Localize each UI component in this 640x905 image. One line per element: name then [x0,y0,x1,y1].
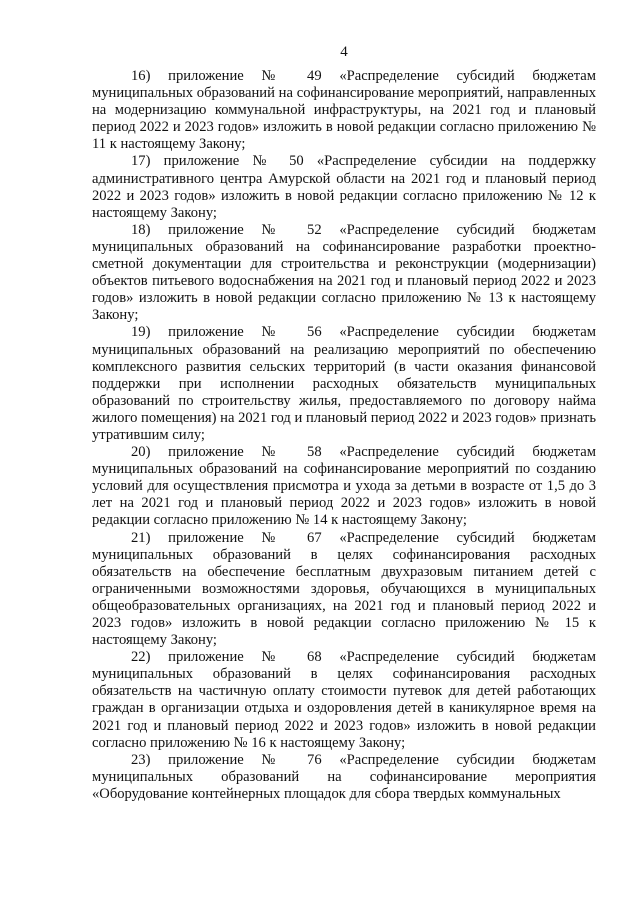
paragraph-item-16: 16) приложение № 49 «Распределение субсидий бюджетам муниципальных образований на софинансирование мероприятий, направленных на модернизацию коммунальной инфраструктуры, на 2021 год и плановый период 2022 и 2023 годов» изложить в новой редакции согласно приложению № 11 к настоящему Закону; [92,68,596,153]
paragraph-item-17: 17) приложение № 50 «Распределение субсидии на поддержку административного центра Амурской области на 2021 год и плановый период 2022 и 2023 годов» изложить в новой редакции согласно приложению № 12 к настоящему Закону; [92,153,596,221]
paragraph-item-23: 23) приложение № 76 «Распределение субсидии бюджетам муниципальных образований на софинансирование мероприятия «Оборудование контейнерных площадок для сбора твердых коммунальных [92,751,596,802]
paragraph-item-20: 20) приложение № 58 «Распределение субсидий бюджетам муниципальных образований на софинансирование мероприятий по созданию условий для осуществления присмотра и ухода за детьми в возрасте от 1,5 до 3 лет на 2021 год и плановый период 2022 и 2023 годов» изложить в новой редакции согласно приложению № 14 к настоящему Закону; [92,444,596,529]
page-number: 4 [340,44,348,60]
document-page [92,42,596,803]
paragraph-item-18: 18) приложение № 52 «Распределение субсидий бюджетам муниципальных образований на софинансирование разработки проектно-сметной документации для строительства и реконструкции (модернизации) объектов питьевого водоснабжения на 2021 год и плановый период 2022 и 2023 годов» изложить в новой редакции согласно приложению № 13 к настоящему Закону; [92,221,596,324]
paragraph-item-21: 21) приложение № 67 «Распределение субсидий бюджетам муниципальных образований в целях софинансирования расходных обязательств на обеспечение бесплатным двухразовым питанием детей с ограниченными возможностями здоровья, обучающихся в муниципальных общеобразовательных организациях, на 2021 год и плановый период 2022 и 2023 годов» изложить в новой редакции согласно приложению № 15 к настоящему Закону; [92,529,596,649]
paragraph-item-19: 19) приложение № 56 «Распределение субсидии бюджетам муниципальных образований на реализацию мероприятий по обеспечению комплексного развития сельских территорий (в части оказания финансовой поддержки при исполнении расходных обязательств муниципальных образований по строительству жилья, предоставляемого по договору найма жилого помещения) на 2021 год и плановый период 2022 и 2023 годов» признать утратившим силу; [92,324,596,443]
paragraph-item-22: 22) приложение № 68 «Распределение субсидий бюджетам муниципальных образований в целях софинансирования расходных обязательств на частичную оплату стоимости путевок для детей работающих граждан в организации отдыха и оздоровления детей в каникулярное время на 2021 год и плановый период 2022 и 2023 годов» изложить в новой редакции согласно приложению № 16 к настоящему Закону; [92,649,596,751]
